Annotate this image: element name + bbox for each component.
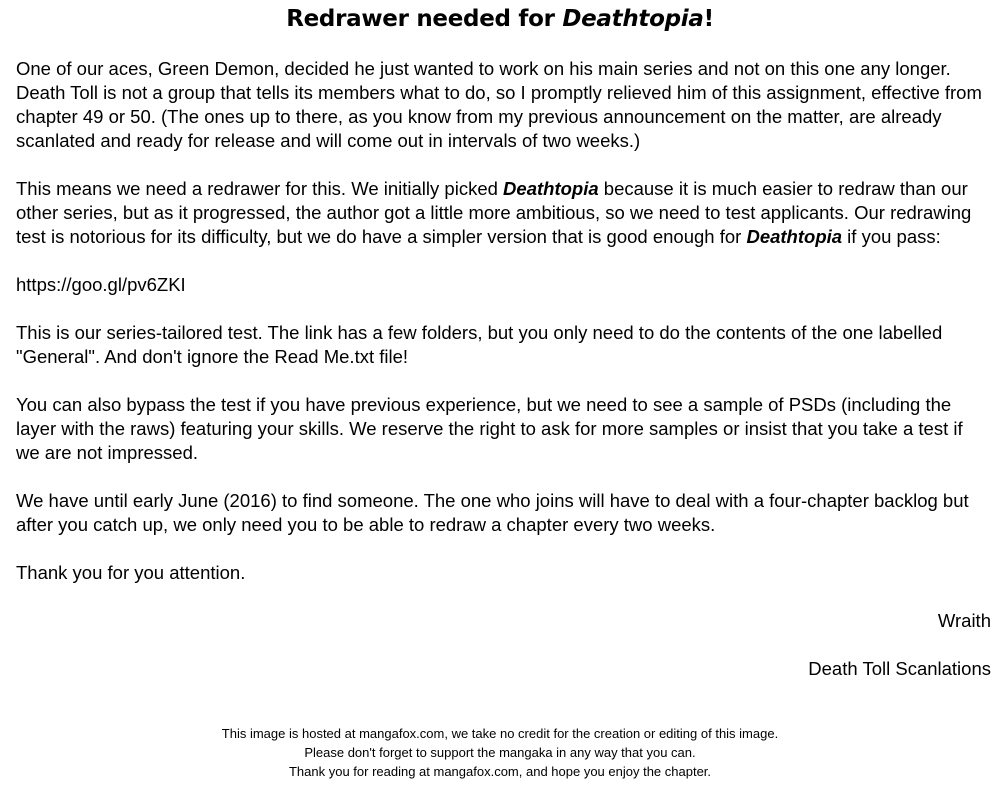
footer-line: This image is hosted at mangafox.com, we take no credit for the creation or editing of this image. xyxy=(221,726,779,741)
title-series-name: Deathtopia xyxy=(562,6,704,32)
title-prefix: Redrawer needed for xyxy=(286,6,563,32)
series-name: Deathtopia xyxy=(503,178,599,199)
test-link[interactable]: https://goo.gl/pv6ZKI xyxy=(16,274,186,295)
paragraph-text: because it is much easier to redraw than our other series, but as it progressed, the author got a little more ambitious, so we need to test applicants. Our redrawing test is notorious for its difficulty, but we do have a simpler version that is good enough for xyxy=(16,178,972,247)
paragraph-text: This means we need a redrawer for this. We initially picked xyxy=(16,178,504,199)
paragraph-bypass-test: You can also bypass the test if you have previous experience, but we need to see a sample of PSDs (including the layer with the raws) featuring your skills. We reserve the right to ask for more samples or insist that you take a test if we are not impressed. xyxy=(16,394,963,463)
title-suffix: ! xyxy=(703,6,714,32)
signature-group: Death Toll Scanlations xyxy=(808,658,991,679)
series-name: Deathtopia xyxy=(746,226,843,247)
paragraph-redrawer-need xyxy=(16,177,991,249)
paragraph-test-info: This is our series-tailored test. The link has a few folders, but you only need to do the contents of the one labelled "General". And don't ignore the Read Me.txt file! xyxy=(16,322,943,367)
announcement-body xyxy=(16,57,991,705)
footer-line: Please don't forget to support the mangaka in any way that you can. xyxy=(304,745,696,760)
hosting-footer xyxy=(0,724,1000,781)
paragraph-text: if you pass: xyxy=(842,226,941,247)
paragraph-thanks: Thank you for you attention. xyxy=(16,562,246,583)
signature-name: Wraith xyxy=(937,610,991,631)
footer-line: Thank you for reading at mangafox.com, and hope you enjoy the chapter. xyxy=(288,764,712,779)
paragraph-aces: One of our aces, Green Demon, decided he just wanted to work on his main series and not on this one any longer. Death Toll is not a group that tells its members what to do, so I promptly relieved him of this assignment, effective from chapter 49 or 50. (The ones up to there, as you know from my previous announcement on the matter, are already scanlated and ready for release and will come out in intervals of two weeks.) xyxy=(16,58,982,151)
paragraph-deadline: We have until early June (2016) to find someone. The one who joins will have to deal with a four-chapter backlog but after you catch up, we only need you to be able to redraw a chapter every two weeks. xyxy=(16,490,969,535)
page-title xyxy=(0,4,1000,34)
